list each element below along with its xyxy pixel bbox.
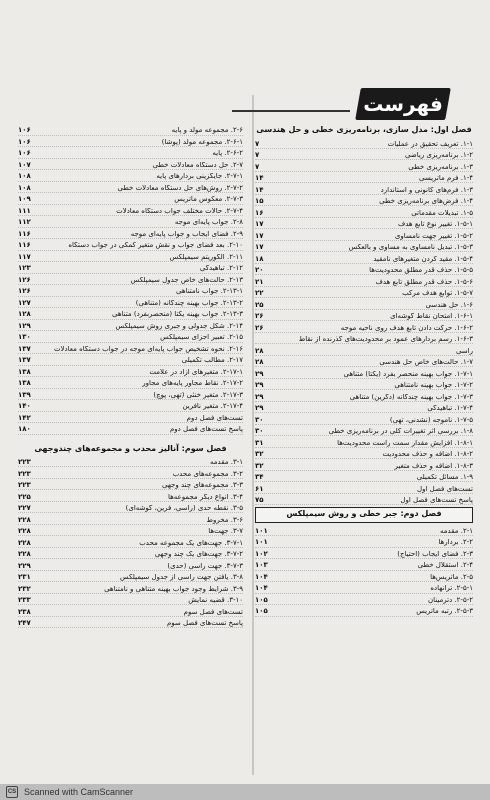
toc-entry-title: ۲-۶-۲. پایه [212,150,243,158]
toc-entry-page: ۱۳۸ [18,367,31,376]
header-rule [232,110,350,112]
toc-entry-title: تست‌های فصل سوم [183,608,243,616]
toc-entry-title: ۱-۶-۳. رسم بردارهای عمود بر محدودیت‌های گذرنده از نقاط [298,336,473,344]
toc-entry-page: ۱۳۸ [18,379,31,388]
toc-entry [255,264,473,276]
toc-entry-title: ۲-۱۷-۴. متغیر نافرین [182,403,243,411]
toc-entry-title: ۲-۱۳-۱. جواب نامتناهی [176,288,243,296]
toc-entry [18,548,243,560]
page-fold-shadow [252,95,254,775]
toc-entry [18,490,243,502]
toc-entry-page: ۱۰۳ [255,561,268,570]
toc-entry-page: ۱۴ [255,185,264,194]
toc-entry [18,216,243,228]
toc-entry-page: ۱۲۷ [18,298,31,307]
toc-entry-page: ۳۲ [255,450,264,459]
toc-entry [255,379,473,391]
toc-entry-title: تست‌های فصل اول [417,485,473,493]
toc-entry-page: ۶۱ [255,484,264,493]
toc-entry [255,149,473,161]
toc-entry-title: ۲-۱. مقدمه [440,527,473,535]
toc-entry-page: ۲۵ [255,300,264,309]
toc-entry [18,331,243,343]
toc-entry-title: ۳-۱. مقدمه [210,459,243,467]
toc-entry-page: ۲۸ [255,358,264,367]
toc-entry-title: ۳-۲. مجموعه‌های محدب [172,470,243,478]
toc-entry-page: ۱۶ [255,208,264,217]
toc-entry [18,479,243,491]
toc-entry-page: ۱۲۳ [18,264,31,273]
toc-entry-page: ۱۳۹ [18,390,31,399]
toc-entry-title: ۱-۵-۷. توابع هدف مرکب [402,290,473,298]
toc-entry-page: ۳۰ [255,427,264,436]
toc-entry-title: ۱-۹. مسائل تکمیلی [416,474,473,482]
toc-entry [255,525,473,537]
toc-header-badge [355,88,451,120]
toc-entry-page: ۳۱ [255,438,264,447]
toc-entry [18,423,243,435]
toc-entry-title: ۲-۳. فضای ایجاب (احتیاج) [397,550,473,558]
toc-entry [18,456,243,468]
toc-entry-title: ۲-۷. حل دستگاه معادلات خطی [152,161,243,169]
toc-entry-title: ۱-۵-۱. تغییر نوع تابع هدف [398,221,473,229]
toc-entry-page: ۱۴۰ [18,402,31,411]
toc-entry-title: ۲-۱۵. تعبیر اجزای سیمپلکس [160,334,243,342]
toc-entry-title: ۲-۷-۳. معکوس ماتریس [174,196,243,204]
toc-entry-title: ۱-۵-۴. مقید کردن متغیرهای نامقید [373,255,473,263]
toc-entry-title: ۲-۷-۱. جایگزینی بردارهای پایه [156,173,243,181]
scanner-footer [0,784,490,800]
toc-entry [18,377,243,389]
toc-entry [255,218,473,230]
toc-entry-title: ۳-۴. انواع دیگر مجموعه‌ها [167,493,243,501]
toc-entry-page: ۱۲۶ [18,275,31,284]
toc-entry-page: ۱۱۶ [18,229,31,238]
toc-entry [18,594,243,606]
toc-entry-page: ۱۷ [255,220,264,229]
toc-entry [18,536,243,548]
toc-entry [18,228,243,240]
toc-column-right [255,124,473,617]
chapter-heading: فصل دوم: جبر خطی و روش سیمپلکس [255,507,473,522]
toc-entry-title: ۲-۵-۱. ترانهاده [430,585,473,593]
toc-entry [255,559,473,571]
toc-entry-page: ۲۲۸ [18,515,31,524]
toc-entry-page: ۲۲۳ [18,458,31,467]
toc-entry-page: ۱۲۹ [18,321,31,330]
toc-entry-page: ۲۰ [255,266,264,275]
toc-entry-title: ۲-۸. جواب پایه‌ای موجه [174,219,243,227]
toc-entry-title: ۱-۵-۳. تبدیل نامساوی به مساوی و بالعکس [348,244,473,252]
toc-entry [18,366,243,378]
toc-entry [255,367,473,379]
toc-entry [255,459,473,471]
toc-entry-page: ۱۵ [255,197,264,206]
toc-entry-page: ۱۰۸ [18,183,31,192]
toc-entry [18,343,243,355]
toc-entry [255,390,473,402]
camscanner-icon: CS [6,786,18,798]
toc-entry-page: ۲۲۸ [18,550,31,559]
toc-entry-title: ۱-۴. فرم ماتریسی [419,175,473,183]
toc-entry [18,582,243,594]
toc-entry-page: ۱۰۵ [255,595,268,604]
toc-entry-page: ۱۲۶ [18,287,31,296]
toc-entry-page: ۲۸ [255,346,264,355]
toc-entry-page: ۱۱۷ [18,252,31,261]
toc-entry-page: ۲۳۸ [18,607,31,616]
toc-entry [255,137,473,149]
toc-entry [255,594,473,606]
toc-entry-page: ۲۲۷ [18,504,31,513]
toc-entry [255,494,473,506]
toc-entry [255,548,473,560]
toc-entry [18,571,243,583]
toc-entry-title: ۱-۷. حالت‌های خاص حل هندسی [379,359,473,367]
toc-entry-title: پاسخ تست‌های فصل سوم [166,620,243,628]
toc-entry [255,321,473,333]
toc-entry-title: ۱-۳. فرم‌های کانونی و استاندارد [380,186,473,194]
toc-entry [255,582,473,594]
toc-entry-page: ۱۰۱ [255,538,268,547]
chapter-heading: فصل اول: مدل سازی، برنامه‌ریزی خطی و حل هندسی [256,125,472,134]
toc-entry-page: ۲۳۲ [18,584,31,593]
toc-entry-page: ۱۳۰ [18,333,31,342]
toc-entry-page: ۱۰۱ [255,526,268,535]
toc-entry-title: ۲-۱۱. الگوریتم سیمپلکس [169,253,243,261]
toc-entry [18,159,243,171]
toc-entry-title: ۳-۷-۱. جهت‌های یک مجموعه محدب [139,539,243,547]
toc-entry-page: ۱۷ [255,231,264,240]
toc-entry-title: ۱-۵-۶. حذف قدر مطلق تابع هدف [375,278,473,286]
toc-entry [255,605,473,617]
toc-entry-page: ۱۰۷ [18,160,31,169]
toc-entry-title: ۱-۵-۲. تغییر جهت نامساوی [394,232,473,240]
chapter-heading: فصل سوم: آنالیز محدب و مجموعه‌های چندوجهی [34,443,227,453]
toc-entry-title: ۲-۱۳-۳. جواب بهینه یکتا (منحصربفرد) متناهی [111,311,243,319]
toc-entry [18,308,243,320]
toc-entry [255,206,473,218]
toc-entry-title: ۱-۵-۵. حذف قدر مطلق محدودیت‌ها [369,267,473,275]
toc-entry-title: ۱-۵. تبدیلات مقدماتی [411,209,473,217]
toc-entry-title: ۳-۳. مجموعه‌های چند وجهی [162,482,243,490]
toc-entry-page: ۲۶ [255,312,264,321]
toc-entry [255,536,473,548]
toc-entry-title: ۱-۷-۲. جواب بهینه نامتناهی [394,382,473,390]
toc-entry-page: ۲۹ [255,404,264,413]
toc-entry [18,617,243,629]
toc-entry-title: ۳-۵. نقطه حدی (رأسی، فرین، گوشه‌ای) [125,505,243,513]
toc-entry [18,285,243,297]
toc-entry [255,356,473,368]
toc-entry-title: ۲-۱۲. تباهیدگی [199,265,243,273]
toc-entry-page: ۲۹ [255,369,264,378]
toc-entry [18,354,243,366]
toc-entry-page: ۱۰۶ [18,126,31,135]
toc-entry [255,172,473,184]
toc-entry [255,333,473,345]
toc-entry-page: ۱۴۲ [18,413,31,422]
toc-entry [18,389,243,401]
toc-entry-title: ۳-۷-۲. جهت‌های یک چند وجهی [154,551,243,559]
toc-entry-page: ۱۰۶ [18,149,31,158]
toc-entry-title: ۲-۵. ماتریس‌ها [430,573,473,581]
toc-entry-page: ۷ [255,151,260,160]
toc-entry-page: ۲۴۷ [18,619,31,628]
toc-entry-page: ۱۱۲ [18,218,31,227]
toc-entry [255,275,473,287]
toc-entry [255,571,473,583]
toc-entry [255,413,473,425]
toc-entry-page: ۲۲۳ [18,481,31,490]
toc-entry-page: ۷ [255,139,260,148]
toc-entry-page: ۱۸ [255,254,264,263]
toc-entry-page: ۱۰۴ [255,572,268,581]
toc-entry-title: ۲-۵-۳. رتبه ماتریس [416,608,473,616]
toc-entry-title: ۲-۶. مجموعه مولد و پایه [171,127,243,135]
toc-entry-title: ۲-۱۳. حالت‌های خاص جدول سیمپلکس [130,276,243,284]
toc-entry-page: ۲۲۹ [18,561,31,570]
toc-entry-page: ۳۰ [255,415,264,424]
toc-title: فهرست [363,92,443,116]
toc-entry [255,183,473,195]
toc-entry [18,251,243,263]
toc-entry-title: ۲-۱۴. شکل جدولی و جبری روش سیمپلکس [115,322,243,330]
toc-entry [255,195,473,207]
toc-entry-page: ۷۵ [255,496,264,505]
toc-entry [18,193,243,205]
toc-entry-title: ۲-۵-۲. دترمینان [428,596,473,604]
toc-entry-title: ۲-۲. بردارها [438,539,473,547]
toc-entry [18,124,243,136]
toc-entry [18,412,243,424]
toc-entry-page: ۱۲۸ [18,310,31,319]
toc-entry [18,320,243,332]
toc-entry-title: ۲-۱۳-۲. جواب بهینه چندگانه (متناهی) [135,299,243,307]
toc-entry-page: ۲۱ [255,277,264,286]
toc-entry-title: ۱-۷-۵. ناموجه (نشدنی، تهی) [389,416,473,424]
toc-entry-page: ۲۲۸ [18,538,31,547]
toc-entry-title: ۱-۸-۲. اضافه و حذف محدودیت [382,451,473,459]
toc-entry-title: ۱-۸-۳. اضافه و حذف متغیر [394,462,473,470]
toc-entry-title: ۱-۸. بررسی اثر تغییرات کلی در برنامه‌ریزی خطی [328,428,473,436]
toc-entry-title: ۲-۷-۲. روش‌های حل دستگاه معادلات خطی [117,184,243,192]
toc-entry-title: ۱-۴. فرض‌های برنامه‌ریزی خطی [379,198,473,206]
toc-entry [18,400,243,412]
toc-entry [18,605,243,617]
toc-entry-page: ۲۶ [255,323,264,332]
toc-entry [18,239,243,251]
toc-entry [255,160,473,172]
toc-entry-page: ۲۳۳ [18,596,31,605]
toc-entry-title: ۱-۲. برنامه‌ریزی ریاضی [404,152,473,160]
toc-entry-title: ۳-۶. مخروط [206,516,243,524]
toc-entry-page: ۲۹ [255,381,264,390]
toc-entry-page: ۱۱۱ [18,206,31,215]
toc-entry-title: ۲-۱۶. نحوه تشخیص جواب پایه‌ای موجه در جواب دستگاه معادلات [53,345,243,353]
toc-entry-page: ۲۲۳ [18,469,31,478]
toc-entry-title: ۲-۷-۴. حالات مختلف جواب دستگاه معادلات [116,207,243,215]
spacer [18,435,243,443]
toc-entry [255,436,473,448]
toc-entry [255,402,473,414]
toc-entry-page: ۱۰۵ [255,607,268,616]
toc-entry [255,471,473,483]
toc-entry [255,310,473,322]
toc-entry [18,262,243,274]
toc-entry [18,467,243,479]
toc-entry [18,205,243,217]
toc-entry [255,344,473,356]
toc-entry-title: ۳-۸. یافتن جهت رأسی از جدول سیمپلکس [120,574,243,582]
toc-entry [18,502,243,514]
toc-entry [255,425,473,437]
toc-entry-title: ۱-۷-۳. جواب بهینه چندگانه (دگرین) متناهی [349,393,473,401]
toc-entry [18,136,243,148]
toc-entry-page: ۱۰۴ [255,584,268,593]
toc-entry-page: ۱۴ [255,174,264,183]
toc-entry-title: ۲-۱۰. بعد فضای جواب و نقش متغیر کمکی در جواب دستگاه [68,242,243,250]
toc-entry [255,482,473,494]
toc-entry-page: ۱۰۸ [18,172,31,181]
toc-entry [18,274,243,286]
toc-entry [255,287,473,299]
toc-entry-title: ۳-۱۰. قضیه نمایش [188,597,243,605]
toc-entry-title: ۱-۱. تعریف تحقیق در عملیات [387,140,473,148]
toc-entry-title: ۲-۱۷-۲. نقاط مجاور پایه‌های مجاور [142,380,243,388]
toc-entry-title: رأسی [455,347,473,355]
toc-entry-title: ۳-۹. شرایط وجود جواب بهینه متناهی و نامتناهی [104,585,243,593]
toc-entry-page: ۱۰۶ [18,137,31,146]
toc-entry-title: ۱-۶-۱. امتحان نقاط گوشه‌ای [390,313,473,321]
toc-entry-page: ۱۰۲ [255,549,268,558]
toc-entry [18,170,243,182]
toc-entry-page: ۲۲۵ [18,492,31,501]
toc-entry-page: ۱۳۷ [18,356,31,365]
toc-entry-title: ۲-۱۷-۳. متغیر خنثی (تهی، پوچ) [153,391,243,399]
toc-entry-page: ۲۳۱ [18,573,31,582]
toc-entry-title: تست‌های فصل دوم [186,414,243,422]
toc-entry-page: ۲۲ [255,289,264,298]
toc-entry-page: ۱۸۰ [18,425,31,434]
toc-entry-title: ۲-۱۷-۱. متغیرهای آزاد در علامت [149,368,243,376]
toc-entry-title: پاسخ تست‌های فصل اول [400,497,473,505]
toc-entry-page: ۲۲۸ [18,527,31,536]
toc-entry [18,525,243,537]
toc-entry-page: ۱۰۹ [18,195,31,204]
toc-entry [18,559,243,571]
toc-entry-title: ۱-۷-۱. جواب بهینه منحصر بفرد (یکتا) متناهی [343,370,473,378]
toc-entry-page: ۷ [255,162,260,171]
toc-entry [255,448,473,460]
toc-entry-title: ۱-۶-۲. حرکت دادن تابع هدف روی ناحیه موجه [340,324,473,332]
toc-entry-title: ۱-۷-۴. تباهیدگی [427,405,473,413]
scanner-footer-text: Scanned with CamScanner [24,787,134,797]
toc-entry [18,182,243,194]
toc-entry-title: ۱-۳. برنامه‌ریزی خطی [408,163,473,171]
toc-entry-page: ۳۴ [255,473,264,482]
toc-entry-title: ۲-۴. استقلال خطی [417,562,473,570]
toc-entry [255,252,473,264]
toc-entry-page: ۱۷ [255,243,264,252]
toc-entry-title: پاسخ تست‌های فصل دوم [169,426,243,434]
toc-entry [18,513,243,525]
toc-entry-title: ۳-۷-۳. جهت رأسی (حدی) [167,562,243,570]
toc-entry-title: ۳-۷. جهت‌ها [208,528,243,536]
toc-entry-page: ۱۱۶ [18,241,31,250]
toc-entry-page: ۲۹ [255,392,264,401]
toc-entry-title: ۱-۸-۱. افزایش مقدار سمت راست محدودیت‌ها [337,439,473,447]
toc-entry-page: ۱۳۷ [18,344,31,353]
toc-entry [255,298,473,310]
toc-column-left [18,124,243,628]
toc-entry-title: ۲-۹. فضای ایجاب و جواب پایه‌ای موجه [130,230,243,238]
toc-entry [18,297,243,309]
toc-entry-title: ۱-۶. حل هندسی [425,301,473,309]
toc-entry-page: ۳۲ [255,461,264,470]
toc-entry [18,147,243,159]
toc-entry [255,241,473,253]
toc-entry-title: ۲-۱۷. مطالب تکمیلی [181,357,243,365]
toc-entry [255,229,473,241]
toc-entry-title: ۲-۶-۱. مجموعه مولد (پوشا) [161,138,243,146]
